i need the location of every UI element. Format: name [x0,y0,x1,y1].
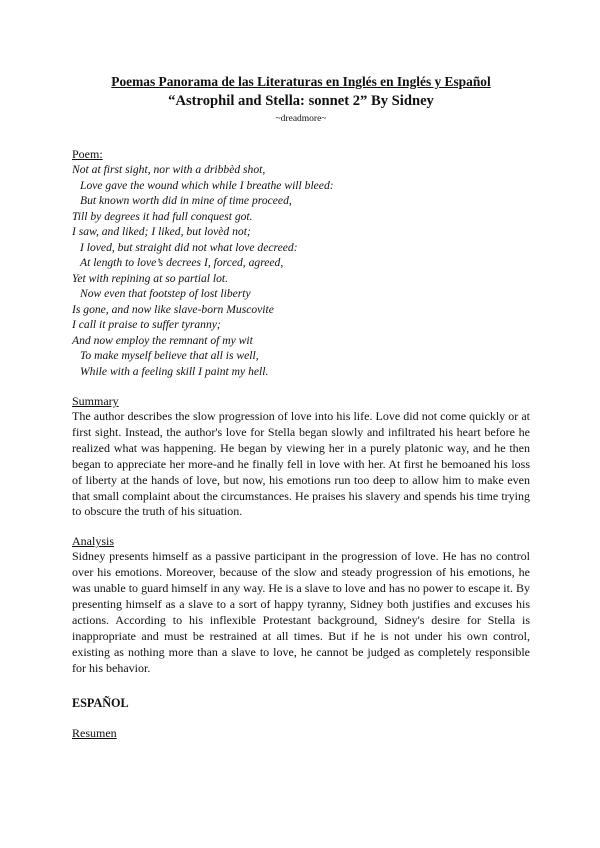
poem-section [72,147,530,379]
poem-line: I loved, but straight did not what love decreed: [80,240,298,254]
summary-label: Summary [72,394,119,408]
analysis-section [72,534,530,676]
document-title: Poemas Panorama de las Literaturas en Inglés en Inglés y Español [111,74,491,89]
poem-line: Till by degrees it had full conquest got. [72,209,253,223]
analysis-text: Sidney presents himself as a passive participant in the progression of love. He has no control over his emotions. Moreover, because of the slow and steady progression of his emotions, he was unable to guard himself in any way. He is a slave to love and has no power to escape it. By presenting himself as a slave to a sort of happy tyranny, Sidney both justifies and excuses his actions. According to his inflexible Protestant background, Sidney's desire for Stella is inappropriate and must be restrained at all times. But if he is not under his own control, existing as nothing more than a slave to love, he cannot be judged as completely responsible for his behavior. [72,549,530,675]
poem-line: I saw, and liked; I liked, but lovèd not; [72,225,251,238]
poem-line: At length to love’s decrees I, forced, agreed, [80,256,284,269]
poem-line: To make myself believe that all is well, [80,349,259,362]
poem-line: While with a feeling skill I paint my hell. [80,364,269,378]
poem-line: I call it praise to suffer tyranny; [72,318,221,331]
poem-text [72,162,530,379]
poem-line: But known worth did in mine of time proceed, [80,194,292,207]
poem-line: Love gave the wound which while I breathe will bleed: [80,178,334,192]
author-byline: ~dreadmore~ [275,114,327,124]
poem-title: “Astrophil and Stella: sonnet 2” By Sidney [168,93,434,109]
summary-text: The author describes the slow progression of love into his life. Love did not come quickly or at first sight. Instead, the author's love for Stella began slowly and infiltrated his heart before he realized what was happening. He began by viewing her in a purely platonic way, and he then began to appreciate her more-and he finally fell in love with her. At first he bemoaned his loss of liberty at the hands of love, but now, his emotions run too deep to allow him to make even that small complaint about the circumstances. He praises his slavery and spends his time trying to obscure the truth of his situation. [72,409,530,519]
poem-label: Poem: [72,147,103,161]
poem-line: Is gone, and now like slave-born Muscovite [72,302,274,316]
poem-line: Now even that footstep of lost liberty [80,287,251,300]
summary-section [72,394,530,520]
analysis-label: Analysis [72,534,114,549]
poem-line: Not at first sight, nor with a dribbèd shot, [72,163,266,176]
resumen-section [72,726,530,741]
poem-line: Yet with repining at so partial lot. [72,271,228,285]
document-page [72,73,530,741]
poem-line: And now employ the remnant of my wit [72,333,253,347]
espanol-heading: ESPAÑOL [72,695,129,710]
resumen-label: Resumen [72,725,117,740]
